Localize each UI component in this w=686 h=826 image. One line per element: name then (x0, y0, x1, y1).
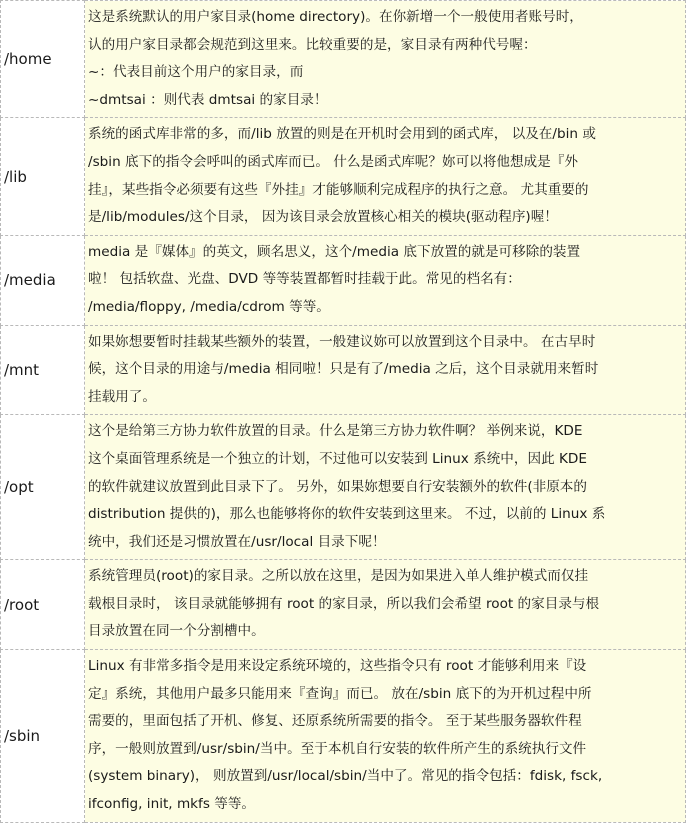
dir-name-root: /root (1, 560, 85, 650)
description-line: ~dmtsai ：则代表 dmtsai 的家目录！ (88, 91, 328, 108)
description-line: 需要的，里面包括了开机、修复、还原系统所需要的指令。 至于某些服务器软件程 (88, 713, 582, 730)
dir-name-sbin: /sbin (1, 650, 85, 823)
dir-description-mnt (85, 325, 686, 415)
description-line: /sbin 底下的指令会呼叫的函式库而已。 什么是函式库呢？妳可以将他想成是『外 (88, 153, 578, 170)
dir-description-root (85, 560, 686, 650)
description-line: 挂载用了。 (88, 388, 156, 405)
description-line: 这是系统默认的用户家目录(home directory)。在你新增一个一般使用者账号时， (88, 9, 583, 25)
table-row (1, 415, 686, 560)
table-row (1, 235, 686, 325)
description-line: 候，这个目录的用途与/media 相同啦！只是有了/media 之后，这个目录就用来暂时 (88, 361, 599, 378)
description-line: 挂』，某些指令必须要有这些『外挂』才能够顺利完成程序的执行之意。 尤其重要的 (88, 181, 589, 198)
description-line: ifconfig, init, mkfs 等等。 (88, 796, 256, 813)
description-line: 载根目录时， 该目录就能够拥有 root 的家目录，所以我们会希望 root 的家目录与根 (88, 595, 600, 612)
dir-name-home: /home (1, 1, 85, 118)
description-line: 的软件就建议放置到此目录下了。 另外，如果妳想要自行安装额外的软件(非原本的 (88, 478, 587, 495)
description-line: /media/floppy, /media/cdrom 等等。 (88, 298, 330, 315)
dir-description-sbin (85, 650, 686, 823)
description-line: Linux 有非常多指令是用来设定系统环境的，这些指令只有 root 才能够利用来『设 (88, 658, 587, 675)
description-line: 序，一般则放置到/usr/sbin/当中。至于本机自行安装的软件所产生的系统执行文件 (88, 740, 587, 757)
dir-description-lib (85, 118, 686, 235)
dir-name-lib: /lib (1, 118, 85, 235)
dir-description-opt (85, 415, 686, 560)
description-line: 统中，我们还是习惯放置在/usr/local 目录下呢！ (88, 533, 386, 550)
dir-name-mnt: /mnt (1, 325, 85, 415)
description-line: 定』系统，其他用户最多只能用来『查询』而已。 放在/sbin 底下的为开机过程中所 (88, 685, 592, 702)
table-row (1, 560, 686, 650)
table-row (1, 118, 686, 235)
description-line: 系统的函式库非常的多，而/lib 放置的则是在开机时会用到的函式库， 以及在/bin 或 (88, 126, 596, 143)
description-line: ~：代表目前这个用户的家目录，而 (88, 64, 304, 81)
description-line: 是/lib/modules/这个目录， 因为该目录会放置核心相关的模块(驱动程序)喔！ (88, 209, 558, 226)
dir-name-media: /media (1, 235, 85, 325)
description-line: distribution 提供的)，那么也能够将你的软件安装到这里来。 不过，以前的 Linux 系 (88, 506, 606, 523)
description-line: 这个桌面管理系统是一个独立的计划，不过他可以安装到 Linux 系统中，因此 KDE (88, 450, 587, 467)
table-row (1, 650, 686, 823)
description-line: media 是『媒体』的英文，顾名思义，这个/media 底下放置的就是可移除的装置 (88, 243, 581, 260)
description-line: (system binary)， 则放置到/usr/local/sbin/当中了。常见的指令包括：fdisk, fsck, (88, 768, 603, 785)
description-line: 如果妳想要暂时挂载某些额外的装置，一般建议妳可以放置到这个目录中。 在古早时 (88, 333, 596, 350)
table-row (1, 325, 686, 415)
table-row (1, 1, 686, 118)
description-line: 啦！ 包括软盘、光盘、DVD 等等装置都暂时挂载于此。常见的档名有： (88, 271, 521, 288)
description-line: 这个是给第三方协力软件放置的目录。什么是第三方协力软件啊？ 举例来说，KDE (88, 423, 583, 440)
dir-description-media (85, 235, 686, 325)
description-line: 目录放置在同一个分割槽中。 (88, 623, 265, 640)
description-line: 认的用户家目录都会规范到这里来。比较重要的是，家目录有两种代号喔： (88, 36, 537, 53)
dir-description-home (85, 1, 686, 118)
description-line: 系统管理员(root)的家目录。之所以放在这里，是因为如果进入单人维护模式而仅挂 (88, 568, 589, 585)
dir-name-opt: /opt (1, 415, 85, 560)
